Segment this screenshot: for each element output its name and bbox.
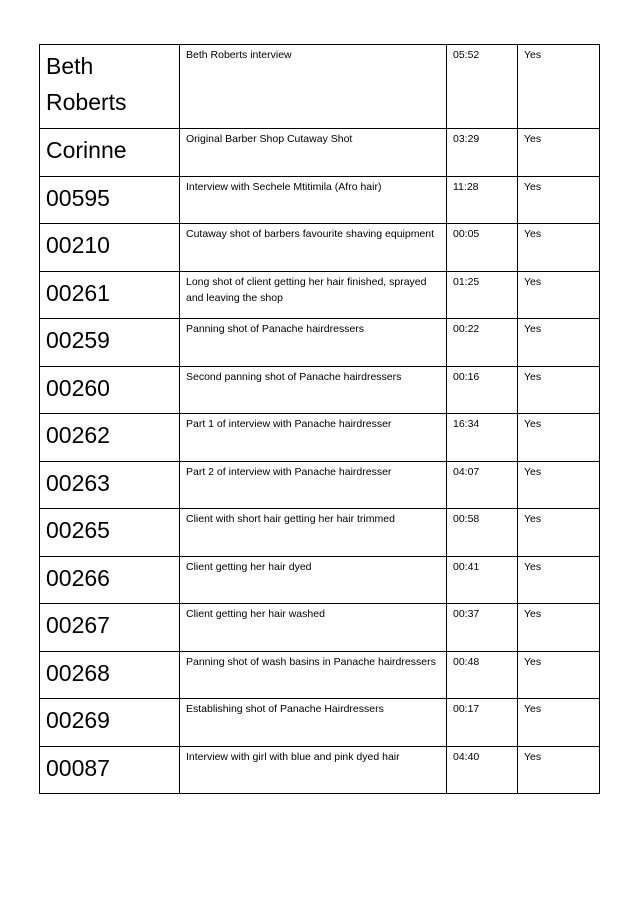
clip-used-cell: Yes <box>518 224 600 272</box>
clip-used-cell: Yes <box>518 699 600 747</box>
clip-description-cell: Cutaway shot of barbers favourite shaving equipment <box>180 224 447 272</box>
clip-description-cell: Second panning shot of Panache hairdressers <box>180 366 447 414</box>
clip-description-cell: Interview with Sechele Mtitimila (Afro hair) <box>180 176 447 224</box>
clip-description-cell: Original Barber Shop Cutaway Shot <box>180 129 447 177</box>
clip-description-cell: Panning shot of wash basins in Panache hairdressers <box>180 651 447 699</box>
clip-used-cell: Yes <box>518 414 600 462</box>
clip-id-cell: 00261 <box>40 271 180 319</box>
clip-id-cell: 00267 <box>40 604 180 652</box>
clip-id-cell: 00266 <box>40 556 180 604</box>
table-row <box>40 319 600 367</box>
clip-duration-cell: 00:37 <box>447 604 518 652</box>
table-row <box>40 651 600 699</box>
clip-id-cell: Corinne <box>40 129 180 177</box>
table-row <box>40 176 600 224</box>
clip-id-cell: 00269 <box>40 699 180 747</box>
clip-description-cell: Beth Roberts interview <box>180 45 447 129</box>
clip-description-cell: Establishing shot of Panache Hairdressers <box>180 699 447 747</box>
clip-description-cell: Long shot of client getting her hair finished, sprayed and leaving the shop <box>180 271 447 319</box>
clip-id-cell: 00087 <box>40 746 180 794</box>
clip-duration-cell: 16:34 <box>447 414 518 462</box>
clip-duration-cell: 05:52 <box>447 45 518 129</box>
footage-log-body <box>40 45 600 794</box>
clip-used-cell: Yes <box>518 271 600 319</box>
footage-log-table <box>39 44 600 794</box>
clip-duration-cell: 00:22 <box>447 319 518 367</box>
clip-used-cell: Yes <box>518 176 600 224</box>
table-row <box>40 509 600 557</box>
clip-description-cell: Client getting her hair washed <box>180 604 447 652</box>
clip-duration-cell: 00:58 <box>447 509 518 557</box>
clip-description-cell: Client with short hair getting her hair trimmed <box>180 509 447 557</box>
clip-duration-cell: 00:16 <box>447 366 518 414</box>
clip-id-cell: 00210 <box>40 224 180 272</box>
table-row <box>40 45 600 129</box>
clip-id-cell: 00259 <box>40 319 180 367</box>
table-row <box>40 746 600 794</box>
clip-id-cell: 00268 <box>40 651 180 699</box>
clip-duration-cell: 00:41 <box>447 556 518 604</box>
table-row <box>40 129 600 177</box>
clip-used-cell: Yes <box>518 45 600 129</box>
clip-duration-cell: 04:40 <box>447 746 518 794</box>
clip-duration-cell: 00:17 <box>447 699 518 747</box>
clip-duration-cell: 03:29 <box>447 129 518 177</box>
clip-duration-cell: 11:28 <box>447 176 518 224</box>
clip-description-cell: Interview with girl with blue and pink dyed hair <box>180 746 447 794</box>
table-row <box>40 271 600 319</box>
clip-id-cell: 00262 <box>40 414 180 462</box>
table-row <box>40 414 600 462</box>
table-row <box>40 604 600 652</box>
clip-description-cell: Part 2 of interview with Panache hairdresser <box>180 461 447 509</box>
clip-duration-cell: 00:05 <box>447 224 518 272</box>
table-row <box>40 366 600 414</box>
clip-used-cell: Yes <box>518 556 600 604</box>
clip-used-cell: Yes <box>518 604 600 652</box>
clip-duration-cell: 00:48 <box>447 651 518 699</box>
table-row <box>40 699 600 747</box>
table-row <box>40 461 600 509</box>
clip-id-cell: 00263 <box>40 461 180 509</box>
table-row <box>40 556 600 604</box>
clip-description-cell: Part 1 of interview with Panache hairdresser <box>180 414 447 462</box>
clip-description-cell: Panning shot of Panache hairdressers <box>180 319 447 367</box>
clip-duration-cell: 01:25 <box>447 271 518 319</box>
clip-id-cell: Beth Roberts <box>40 45 180 129</box>
clip-description-cell: Client getting her hair dyed <box>180 556 447 604</box>
clip-used-cell: Yes <box>518 509 600 557</box>
table-row <box>40 224 600 272</box>
clip-id-cell: 00265 <box>40 509 180 557</box>
clip-id-cell: 00595 <box>40 176 180 224</box>
clip-used-cell: Yes <box>518 366 600 414</box>
clip-used-cell: Yes <box>518 319 600 367</box>
clip-used-cell: Yes <box>518 461 600 509</box>
clip-used-cell: Yes <box>518 746 600 794</box>
clip-id-cell: 00260 <box>40 366 180 414</box>
clip-duration-cell: 04:07 <box>447 461 518 509</box>
clip-used-cell: Yes <box>518 651 600 699</box>
clip-used-cell: Yes <box>518 129 600 177</box>
